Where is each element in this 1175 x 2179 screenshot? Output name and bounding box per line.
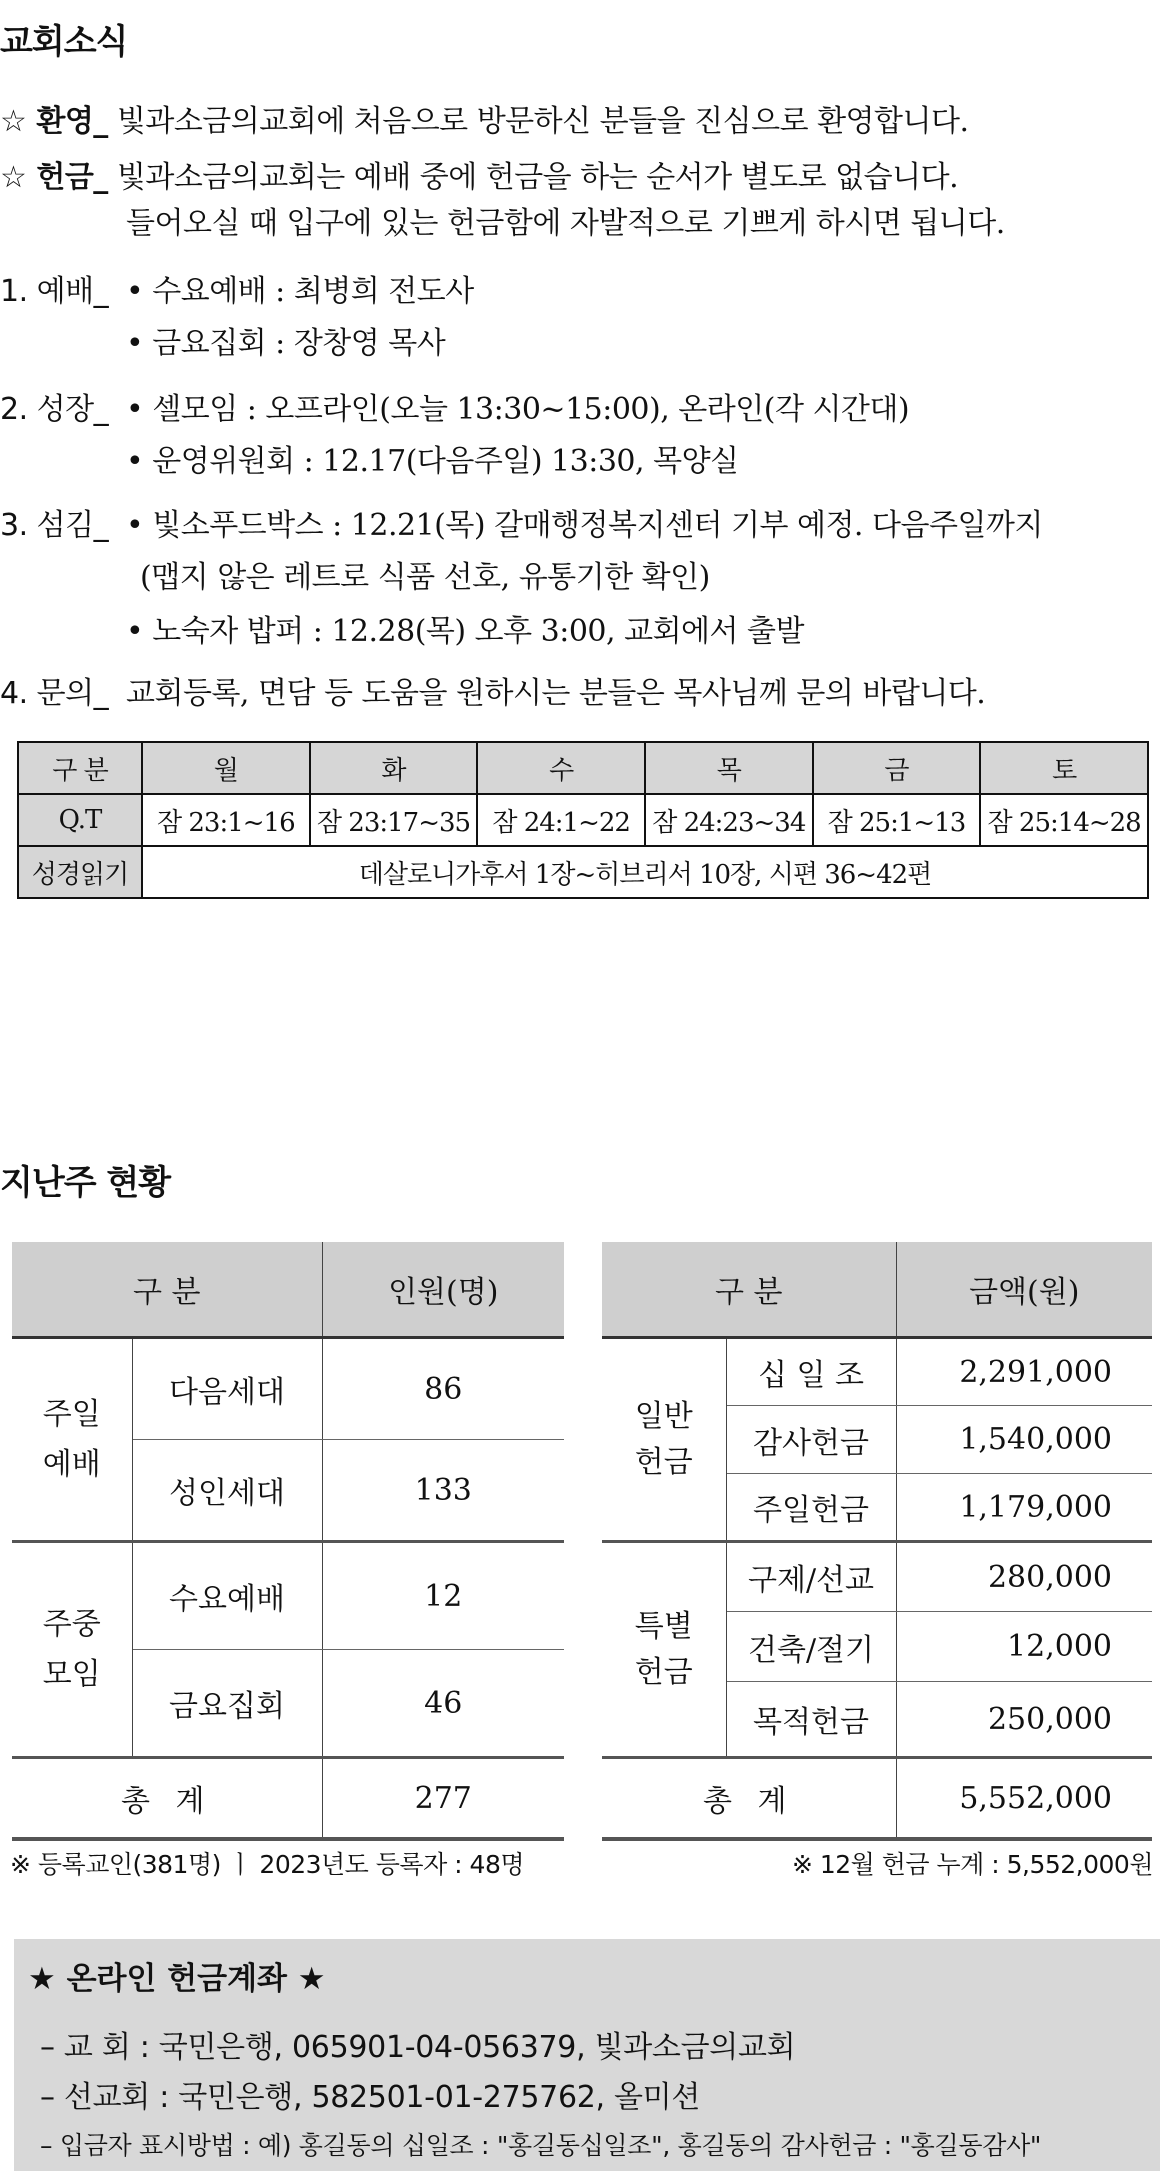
offering-table: [602, 1242, 1152, 1841]
item-1-line-2: • 금요집회 : 장창영 목사: [126, 326, 446, 361]
attendance-group-name: 주중 모임: [12, 1542, 132, 1758]
item-1-label: 1. 예배_: [0, 274, 109, 309]
welcome-label: ☆ 환영_: [0, 104, 108, 139]
attendance-total-label: 총 계: [12, 1758, 322, 1840]
qt-cell: 잠 25:14~28: [980, 794, 1148, 846]
qt-cell: 잠 24:1~22: [477, 794, 645, 846]
attendance-row-value: 12: [322, 1542, 564, 1650]
attendance-group-name: 주일 예배: [12, 1338, 132, 1542]
item-3-label: 3. 섬김_: [0, 508, 109, 543]
qt-header-cell: 목: [645, 742, 813, 794]
church-account-line: – 교 회 : 국민은행, 065901-04-056379, 빛과소금의교회: [40, 2030, 796, 2065]
qt-row: [18, 794, 1148, 846]
offering-row-label: 십 일 조: [726, 1338, 896, 1406]
depositor-name-guide: – 입금자 표시방법 : 예) 홍길동의 십일조 : "홍길동십일조", 홍길동의 감사헌금 : "홍길동감사": [40, 2131, 1042, 2160]
news-title: 교회소식: [0, 22, 128, 62]
offering-row-value: 1,540,000: [896, 1406, 1152, 1474]
offering-row-label: 목적헌금: [726, 1682, 896, 1758]
offering-row-label: 구제/선교: [726, 1542, 896, 1612]
qt-cell: 잠 24:23~34: [645, 794, 813, 846]
qt-header-cell: 금: [813, 742, 981, 794]
offering-row-label: 감사헌금: [726, 1406, 896, 1474]
offering-row-value: 1,179,000: [896, 1474, 1152, 1542]
offering-total-value: 5,552,000: [896, 1758, 1152, 1840]
offering-text: 빛과소금의교회는 예배 중에 헌금을 하는 순서가 별도로 없습니다.: [116, 160, 959, 195]
attendance-table: [12, 1242, 564, 1841]
reading-row-label: 성경읽기: [18, 846, 142, 898]
attendance-header-count: 인원(명): [322, 1242, 564, 1338]
qt-cell: 잠 23:1~16: [142, 794, 310, 846]
qt-header-cell: 월: [142, 742, 310, 794]
offering-group-name: 일반 헌금: [602, 1338, 726, 1542]
offering-row-label: 주일헌금: [726, 1474, 896, 1542]
table-row: [12, 1338, 564, 1440]
offering-row-label: 건축/절기: [726, 1612, 896, 1682]
table-row: [602, 1338, 1152, 1406]
attendance-total-value: 277: [322, 1758, 564, 1840]
qt-cell: 잠 25:1~13: [813, 794, 981, 846]
qt-header-cell: 토: [980, 742, 1148, 794]
welcome-line: [0, 96, 969, 140]
attendance-row-value: 133: [322, 1440, 564, 1542]
attendance-row-label: 수요예배: [132, 1542, 322, 1650]
last-week-title: 지난주 현황: [0, 1163, 171, 1203]
qt-cell: 잠 23:17~35: [310, 794, 478, 846]
qt-header-cell: 수: [477, 742, 645, 794]
offering-group-name: 특별 헌금: [602, 1542, 726, 1758]
mission-account-line: – 선교회 : 국민은행, 582501-01-275762, 올미션: [40, 2080, 701, 2115]
qt-header-cell: 구 분: [18, 742, 142, 794]
offering-line: [0, 152, 958, 196]
item-3-line-2: (맵지 않은 레트로 식품 선호, 유통기한 확인): [140, 560, 710, 595]
welcome-text: 빛과소금의교회에 처음으로 방문하신 분들을 진심으로 환영합니다.: [116, 104, 969, 139]
offering-total-label: 총 계: [602, 1758, 896, 1840]
item-2-line-2: • 운영위원회 : 12.17(다음주일) 13:30, 목양실: [126, 444, 739, 479]
qt-header-cell: 화: [310, 742, 478, 794]
item-3-line-3: • 노숙자 밥퍼 : 12.28(목) 오후 3:00, 교회에서 출발: [126, 614, 805, 649]
offering-header-row: [602, 1242, 1152, 1338]
monthly-offering-note: ※ 12월 헌금 누계 : 5,552,000원: [791, 1850, 1153, 1879]
attendance-row-value: 46: [322, 1650, 564, 1758]
attendance-header-row: [12, 1242, 564, 1338]
qt-table: [17, 741, 1149, 899]
qt-header-row: [18, 742, 1148, 794]
item-1-line-1: • 수요예배 : 최병희 전도사: [126, 274, 474, 309]
table-row: [12, 1542, 564, 1650]
offering-label: ☆ 헌금_: [0, 160, 108, 195]
item-2-line-1: • 셀모임 : 오프라인(오늘 13:30~15:00), 온라인(각 시간대): [126, 392, 910, 427]
attendance-header-category: 구 분: [12, 1242, 322, 1338]
offering-row-value: 12,000: [896, 1612, 1152, 1682]
table-row: [602, 1542, 1152, 1612]
offering-total-row: [602, 1758, 1152, 1840]
offering-row-value: 2,291,000: [896, 1338, 1152, 1406]
online-account-title: ★ 온라인 헌금계좌 ★: [28, 1961, 326, 1997]
offering-row-value: 280,000: [896, 1542, 1152, 1612]
offering-header-amount: 금액(원): [896, 1242, 1152, 1338]
item-2-label: 2. 성장_: [0, 392, 109, 427]
item-3-line-1: • 빛소푸드박스 : 12.21(목) 갈매행정복지센터 기부 예정. 다음주일까지: [126, 508, 1043, 543]
item-4-line-1: 교회등록, 면담 등 도움을 원하시는 분들은 목사님께 문의 바랍니다.: [126, 676, 986, 711]
attendance-row-label: 다음세대: [132, 1338, 322, 1440]
offering-header-category: 구 분: [602, 1242, 896, 1338]
attendance-total-row: [12, 1758, 564, 1840]
attendance-row-label: 금요집회: [132, 1650, 322, 1758]
attendance-row-label: 성인세대: [132, 1440, 322, 1542]
registered-members-note: ※ 등록교인(381명) ㅣ 2023년도 등록자 : 48명: [10, 1850, 525, 1879]
item-4-label: 4. 문의_: [0, 676, 109, 711]
offering-text-2: 들어오실 때 입구에 있는 헌금함에 자발적으로 기쁘게 하시면 됩니다.: [126, 206, 1005, 241]
offering-row-value: 250,000: [896, 1682, 1152, 1758]
reading-cell: 데살로니가후서 1장~히브리서 10장, 시편 36~42편: [142, 846, 1148, 898]
attendance-row-value: 86: [322, 1338, 564, 1440]
reading-row: [18, 846, 1148, 898]
qt-row-label: Q.T: [18, 794, 142, 846]
